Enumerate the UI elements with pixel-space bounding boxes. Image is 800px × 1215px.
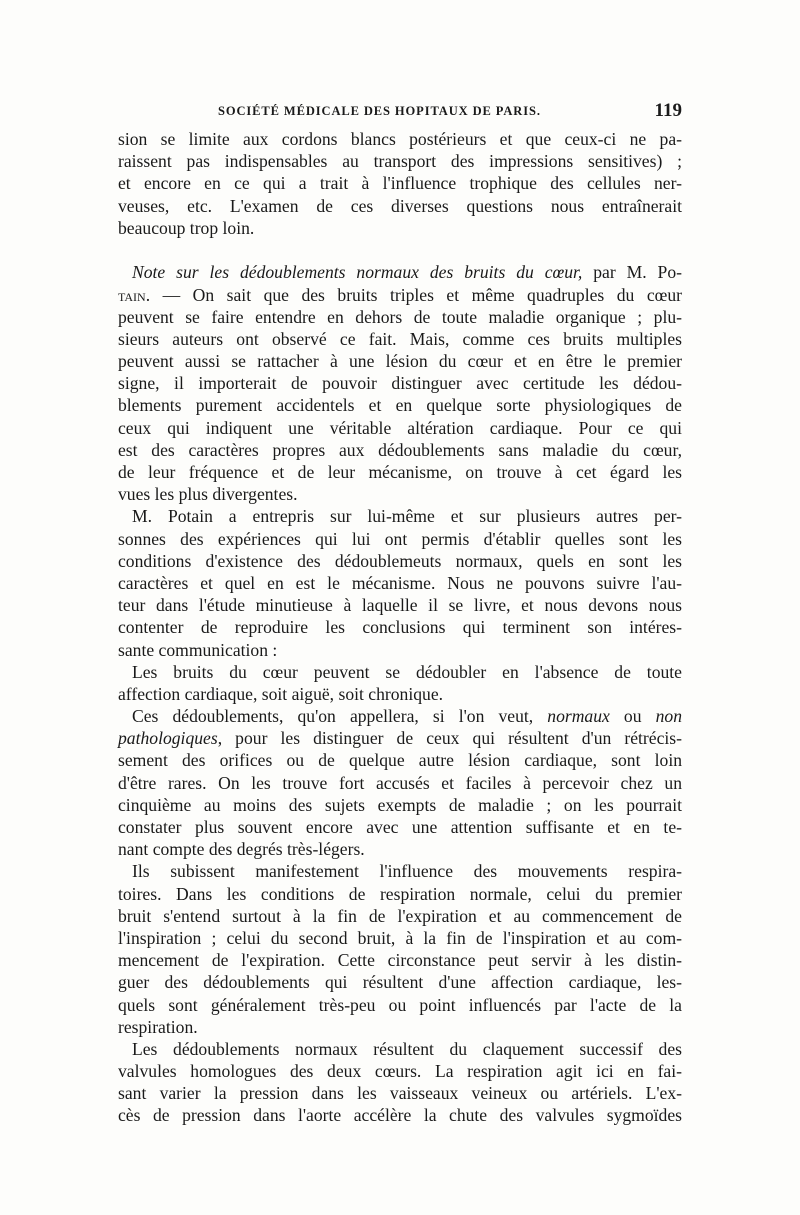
- conclusion-2-start: Ces dédoublements, qu'on appellera, si l'on veut,: [132, 706, 548, 727]
- text-line: et encore en ce qui a trait à l'influence trophique des cellules ner-: [118, 173, 682, 194]
- term-normaux: normaux: [547, 706, 610, 727]
- note-first-line-rest: — On sait que des bruits triples et même quadruples du cœur: [150, 284, 682, 305]
- text-line: [118, 727, 682, 749]
- note-paragraph: [118, 261, 682, 505]
- note-author-suffix: tain.: [118, 284, 151, 305]
- text-line: conditions d'existence des dédoublemeuts normaux, quels en sont les: [118, 550, 682, 571]
- text-line: sante communication :: [118, 639, 278, 660]
- text-line: nant compte des degrés très-légers.: [118, 839, 365, 860]
- text-line: peuvent aussi se rattacher à une lésion du cœur et en être le premier: [118, 351, 682, 372]
- text-line: beaucoup trop loin.: [118, 217, 255, 238]
- text-line: sonnes des expériences qui lui ont permis d'établir quelles sont les: [118, 528, 682, 549]
- potain-paragraph: [118, 505, 682, 660]
- page-header: [118, 100, 682, 124]
- text-line: [118, 261, 682, 283]
- text-line: valvules homologues des deux cœurs. La respiration agit ici en fai-: [118, 1061, 682, 1082]
- text-line: sement des orifices ou de quelque autre lésion cardiaque, sont loin: [118, 750, 682, 771]
- conclusion-2-paragraph: [118, 705, 682, 860]
- text-line: respiration.: [118, 1016, 198, 1037]
- text-line: toires. Dans les conditions de respiration normale, celui du premier: [118, 883, 682, 904]
- text-line: est des caractères propres aux dédoublements sans maladie du cœur,: [118, 439, 682, 460]
- text-line: quels sont généralement très-peu ou point influencés par l'acte de la: [118, 994, 682, 1015]
- text-line: M. Potain a entrepris sur lui-même et sur plusieurs autres per-: [132, 506, 682, 527]
- conclusion-2-mid: ou: [609, 706, 656, 727]
- text-line: teur dans l'étude minutieuse à laquelle il se livre, et nous devons nous: [118, 595, 682, 616]
- text-line: Les dédoublements normaux résultent du claquement successif des: [132, 1038, 682, 1059]
- term-non: non: [655, 706, 682, 727]
- text-line: contenter de reproduire les conclusions qui terminent son intéres-: [118, 617, 682, 638]
- text-line: [118, 705, 682, 727]
- running-head: SOCIÉTÉ MÉDICALE DES HOPITAUX DE PARIS.: [218, 104, 541, 118]
- text-line: raissent pas indispensables au transport des impressions sensitives) ;: [118, 151, 682, 172]
- text-line: guer des dédoublements qui résultent d'une affection cardiaque, les-: [118, 972, 682, 993]
- text-line: Les bruits du cœur peuvent se dédoubler en l'absence de toute: [132, 661, 682, 682]
- text-line: ceux qui indiquent une véritable altération cardiaque. Pour ce qui: [118, 417, 682, 438]
- text-line: d'être rares. On les trouve fort accusés et faciles à percevoir chez un: [118, 772, 682, 793]
- paragraph-gap: [118, 239, 682, 261]
- text-line: sion se limite aux cordons blancs postérieurs et que ceux-ci ne pa-: [118, 129, 682, 149]
- text-line: [118, 284, 682, 306]
- conclusion-2-rest: , pour les distinguer de ceux qui résultent d'un rétrécis-: [217, 728, 682, 749]
- text-line: Ils subissent manifestement l'influence des mouvements respira-: [132, 861, 682, 882]
- note-author-prefix: par M. Po-: [582, 262, 682, 283]
- text-line: de leur fréquence et de leur mécanisme, on trouve à cet égard les: [118, 462, 682, 483]
- text-line: bruit s'entend surtout à la fin de l'expiration et au commencement de: [118, 905, 682, 926]
- text-line: sieurs auteurs ont observé ce fait. Mais, comme ces bruits multiples: [118, 328, 682, 349]
- text-line: caractères et quel en est le mécanisme. Nous ne pouvons suivre l'au-: [118, 572, 682, 593]
- text-line: mencement de l'expiration. Cette circonstance peut servir à les distin-: [118, 950, 682, 971]
- text-line: signe, il importerait de pouvoir distinguer avec certitude les dédou-: [118, 373, 682, 394]
- term-pathologiques: pathologiques: [118, 728, 218, 749]
- body-text: [118, 128, 682, 1127]
- text-line: l'inspiration ; celui du second bruit, à la fin de l'inspiration et au com-: [118, 927, 682, 948]
- conclusion-1-paragraph: [118, 661, 682, 705]
- text-line: constater plus souvent encore avec une attention suffisante et en te-: [118, 817, 682, 838]
- text-line: blements purement accidentels et en quelque sorte physiologiques de: [118, 395, 682, 416]
- text-line: affection cardiaque, soit aiguë, soit chronique.: [118, 683, 444, 704]
- text-line: vues les plus divergentes.: [118, 484, 298, 505]
- text-line: sant varier la pression dans les vaisseaux veineux ou artériels. L'ex-: [118, 1083, 682, 1104]
- conclusion-3-paragraph: [118, 860, 682, 1038]
- text-line: veuses, etc. L'examen de ces diverses questions nous entraînerait: [118, 195, 682, 216]
- text-line: cinquième au moins des sujets exempts de maladie ; on les pourrait: [118, 794, 682, 815]
- note-title: Note sur les dédoublements normaux des bruits du cœur,: [132, 262, 583, 283]
- conclusion-4-paragraph: [118, 1038, 682, 1127]
- text-line: peuvent se faire entendre en dehors de toute maladie organique ; plu-: [118, 306, 682, 327]
- intro-paragraph: [118, 128, 682, 239]
- text-line: cès de pression dans l'aorte accélère la chute des valvules sygmoïdes: [118, 1105, 682, 1126]
- page-number: 119: [654, 100, 682, 121]
